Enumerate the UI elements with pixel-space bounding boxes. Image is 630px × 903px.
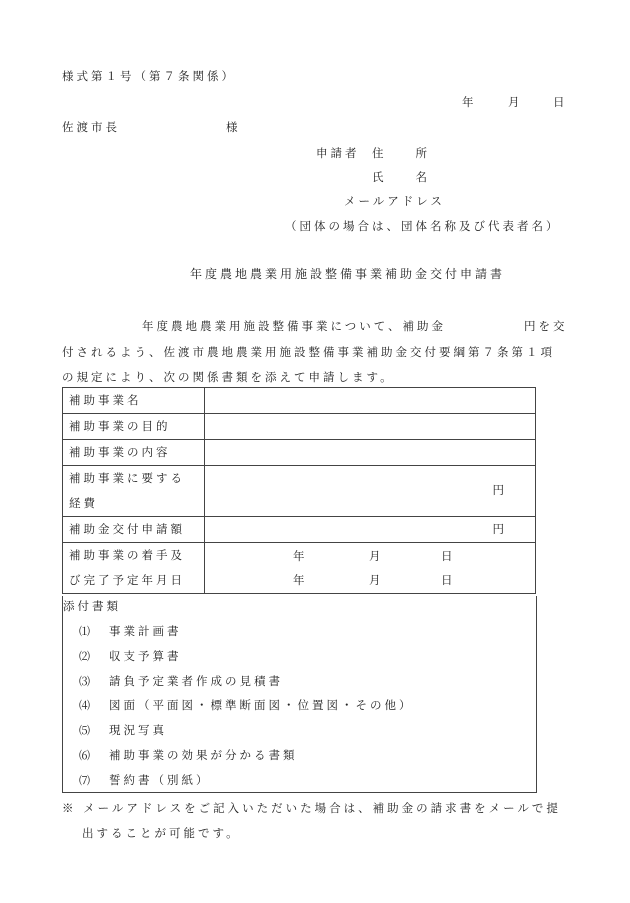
attachments-header: 添付書類 — [63, 599, 121, 613]
schedule-label — [63, 543, 205, 594]
content-label: 補助事業の内容 — [63, 440, 205, 466]
table-row — [63, 543, 536, 594]
form-number: 様式第１号（第７条関係） — [62, 69, 236, 83]
schedule-field[interactable] — [205, 543, 536, 594]
attachment-item — [79, 648, 182, 665]
attachment-number: ⑴ — [79, 625, 90, 638]
attachment-number: ⑵ — [79, 650, 90, 663]
addressee: 佐渡市長 — [62, 120, 120, 134]
attachment-number: ⑶ — [79, 675, 90, 688]
end-day-label: 日 — [441, 573, 456, 587]
content-field[interactable] — [205, 440, 536, 466]
body-line-1a: 年度農地農業用施設整備事業について、補助金 — [142, 319, 447, 333]
cost-field[interactable] — [205, 466, 536, 517]
cost-label-line-1: 補助事業に要する — [69, 471, 185, 485]
attachment-number: ⑸ — [79, 724, 90, 737]
organization-note: （団体の場合は、団体名称及び代表者名） — [285, 219, 561, 233]
attachment-label: 事業計画書 — [109, 624, 182, 638]
grant-amount-field[interactable] — [205, 517, 536, 543]
attachment-item — [79, 722, 167, 739]
table-row — [63, 388, 536, 414]
name-label: 氏 名 — [372, 170, 430, 184]
attachment-number: ⑷ — [79, 699, 90, 712]
grant-amount-label: 補助金交付申請額 — [63, 517, 205, 543]
table-row — [63, 517, 536, 543]
start-month-label: 月 — [369, 549, 384, 563]
note-line-2: 出することが可能です。 — [82, 826, 241, 840]
attachment-label: 収支予算書 — [109, 649, 182, 663]
cost-unit: 円 — [492, 483, 507, 497]
document-title: 年度農地農業用施設整備事業補助金交付申請書 — [190, 267, 506, 281]
attachment-label: 図面（平面図・標準断面図・位置図・その他） — [109, 698, 414, 712]
table-row — [63, 414, 536, 440]
end-month-label: 月 — [369, 573, 384, 587]
note-line-1: ※ メールアドレスをご記入いただいた場合は、補助金の請求書をメールで提 — [62, 801, 561, 815]
attachment-item — [79, 747, 298, 764]
project-name-label: 補助事業名 — [63, 388, 205, 414]
purpose-field[interactable] — [205, 414, 536, 440]
date-year-label: 年 — [462, 95, 477, 109]
cost-label-line-2: 経費 — [69, 496, 98, 510]
end-year-label: 年 — [293, 573, 308, 587]
attachment-label: 誓約書（別紙） — [109, 773, 211, 787]
application-table — [62, 387, 536, 594]
purpose-label: 補助事業の目的 — [63, 414, 205, 440]
attachments-box — [62, 596, 537, 793]
attachment-number: ⑺ — [79, 774, 90, 787]
project-name-field[interactable] — [205, 388, 536, 414]
table-row — [63, 466, 536, 517]
table-row — [63, 440, 536, 466]
schedule-label-line-1: 補助事業の着手及 — [69, 548, 185, 562]
attachment-item — [79, 623, 182, 640]
grant-unit: 円 — [492, 522, 507, 536]
body-line-3: の規定により、次の関係書類を添えて申請します。 — [62, 370, 395, 384]
addressee-suffix: 様 — [226, 120, 241, 134]
body-line-2: 付されるよう、佐渡市農地農業用施設整備事業補助金交付要綱第７条第１項 — [62, 345, 555, 359]
schedule-dates — [205, 544, 535, 592]
date-month-label: 月 — [508, 95, 523, 109]
start-day-label: 日 — [441, 549, 456, 563]
attachment-item — [79, 673, 283, 690]
attachment-number: ⑹ — [79, 749, 90, 762]
email-label: メールアドレス — [344, 194, 445, 208]
attachment-label: 現況写真 — [109, 723, 167, 737]
body-line-1b: 円を交 — [524, 319, 568, 333]
attachment-label: 請負予定業者作成の見積書 — [109, 674, 283, 688]
start-year-label: 年 — [293, 549, 308, 563]
attachment-label: 補助事業の効果が分かる書類 — [109, 748, 298, 762]
applicant-label: 申請者 — [316, 146, 360, 160]
attachment-item — [79, 772, 211, 789]
attachment-item — [79, 697, 414, 714]
cost-label — [63, 466, 205, 517]
schedule-label-line-2: び完了予定年月日 — [69, 573, 185, 587]
date-day-label: 日 — [553, 95, 568, 109]
address-label: 住 所 — [372, 146, 430, 160]
